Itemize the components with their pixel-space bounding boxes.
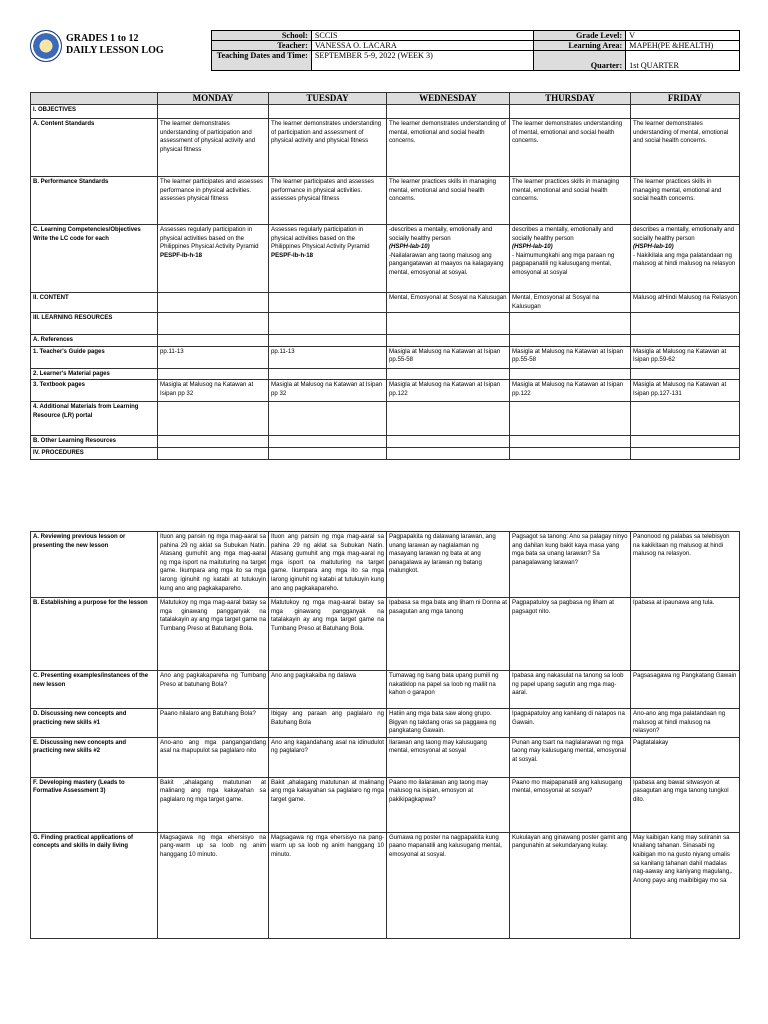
cell-thursday: Ipabasa ang nakasulat na tanong sa loob ng papel upang sagutin ang mga mag-aaral. [510, 671, 631, 709]
row-label: G. Finding practical applications of concepts and skills in daily living [31, 832, 158, 938]
table-row [31, 832, 740, 938]
area-value: MAPEH(PE &HEALTH) [626, 41, 740, 51]
lc-extra: (HSPH-Iab-10) [512, 243, 553, 251]
cell-friday: Malusog atHindi Malusog na Relasyon [631, 293, 740, 313]
row-label: III. LEARNING RESOURCES [31, 313, 158, 335]
row-label: C. Learning Competencies/Objectives Write the LC code for each [31, 225, 158, 293]
cell-tuesday: Ano ang kagandahang asal na idinudulot ng paglalaro? [269, 737, 387, 777]
cell-wednesday [387, 313, 510, 335]
cell-thursday: Kukulayan ang ginawang poster gamit ang pangunahin at sekundaryang kulay. [510, 832, 631, 938]
table-row [31, 402, 740, 436]
cell-monday [158, 313, 269, 335]
cell-tuesday [269, 105, 387, 119]
lc-extra: - Naimumungkahi ang mga paraan ng pagpapanatili ng kalusugang mental, emosyonal at sosyal [512, 251, 615, 276]
cell-tuesday: Assesses regularly participation in physical activities based on the Philippines Physical Activity Pyramid PESPF-Ib-h-18 [269, 225, 387, 293]
cell-tuesday [269, 402, 387, 436]
cell-tuesday: Masigla at Malusog na Katawan at Isipan pp 32 [269, 380, 387, 402]
cell-monday [158, 335, 269, 347]
grade-value: V [626, 31, 740, 41]
quarter-label-top [534, 51, 626, 61]
cell-monday [158, 436, 269, 448]
cell-thursday: Punan ang tsart na naglalarawan ng mga taong may kalusugang mental, emosyonal at sosyal. [510, 737, 631, 777]
cell-friday: The learner demonstrates understanding of mental, emotional and social health concerns. [631, 119, 740, 177]
lc-extra: (HSPH-Iab-10) [389, 243, 430, 251]
cell-tuesday: The learner demonstrates understanding of participation and assessment of physical activity and physical fitness [269, 119, 387, 177]
cell-wednesday: Ipabasa sa mga bata ang liham ni Donna at pasagutan ang mga tanong [387, 598, 510, 671]
row-label: A. Content Standards [31, 119, 158, 177]
cell-wednesday [387, 335, 510, 347]
row-label: E. Discussing new concepts and practicing new skills #2 [31, 737, 158, 777]
row-label: D. Discussing new concepts and practicing new skills #1 [31, 709, 158, 738]
corner-cell [31, 93, 158, 105]
school-label: School: [212, 31, 312, 41]
cell-monday: Bakit ,ahalagang matutunan at malinang ang mga kakayahan sa paglalaro ng mga target game. [158, 777, 269, 832]
day-header: FRIDAY [631, 93, 740, 105]
cell-monday: Matutukoy ng mga mag-aaral batay sa mga ginawang pangganyak na tatalakayin ay ang mga target game na Tumbang Preso at Batuhang Bola. [158, 598, 269, 671]
table-row [31, 598, 740, 671]
cell-tuesday: Matutukoy ng mga mag-aaral batay sa mga ginawang pangganyak na tatalakayin ay ang mga target game na Tumbang Preso at Batuhang Bola. [269, 598, 387, 671]
lc-extra: -Nailalarawan ang taong malusog ang pangangatawan at maayos na kalagayang mental, emosyonal at sosyal. [389, 251, 504, 276]
cell-friday: Pagtatalakay [631, 737, 740, 777]
cell-wednesday [387, 105, 510, 119]
cell-wednesday: Tumawag ng isang bata upang pumili ng nakatiklop na papel sa loob ng maliit na kahon o garapon [387, 671, 510, 709]
title-line2: DAILY LESSON LOG [66, 45, 164, 56]
quarter-label: Quarter: [534, 61, 626, 71]
cell-wednesday: Gumawa ng poster na nagpapakita kung paano mapanatili ang kalusugang mental, emosyonal at sosyal. [387, 832, 510, 938]
cell-thursday: Pagpapatuloy sa pagbasa ng liham at pagsagot nito. [510, 598, 631, 671]
row-label: B. Establishing a purpose for the lesson [31, 598, 158, 671]
cell-friday: May kaibigan kang may suliranin sa knailang tahanan. Sinasabi ng kaibigan mo na gusto niyang umalis sa kanilang tahanan dahil madalas nag-aaway ang kaniyang magulang,. Anong payo ang maibibigay mo sa [631, 832, 740, 938]
cell-thursday [510, 402, 631, 436]
cell-thursday [510, 335, 631, 347]
cell-thursday: describes a mentally, emotionally and socially healthy person (HSPH-Iab-10) - Naimumungkahi ang mga paraan ng pagpapanatili ng kalusugang mental, emosyonal at sosyal [510, 225, 631, 293]
cell-wednesday [387, 402, 510, 436]
table-row [31, 532, 740, 598]
table-row [31, 313, 740, 335]
day-header: WEDNESDAY [387, 93, 510, 105]
cell-tuesday: Bakit ,ahalagang matutunan at malinang ang mga kakayahan sa paglalaro ng mga target game. [269, 777, 387, 832]
table-row [31, 671, 740, 709]
cell-monday: pp.11-13 [158, 346, 269, 368]
row-label: 4. Additional Materials from Learning Resource (LR) portal [31, 402, 158, 436]
cell-friday: Masigla at Malusog na Katawan at Isipan pp.127-131 [631, 380, 740, 402]
cell-thursday: The learner demonstrates understanding of mental, emotional and social health concerns. [510, 119, 631, 177]
table1-body [31, 105, 740, 460]
cell-wednesday [387, 368, 510, 380]
row-label: A. References [31, 335, 158, 347]
row-label: C. Presenting examples/instances of the new lesson [31, 671, 158, 709]
row-label: 1. Teacher's Guide pages [31, 346, 158, 368]
quarter-value: 1st QUARTER [626, 61, 740, 71]
table-row [31, 105, 740, 119]
cell-monday: Assesses regularly participation in physical activities based on the Philippines Physical Activity Pyramid PESPF-Ib-h-18 [158, 225, 269, 293]
table2-body [31, 532, 740, 939]
teacher-value: VANESSA O. LACARA [311, 41, 534, 51]
cell-friday: describes a mentally, emotionally and socially healthy person (HSPH-Iab-10) - Nakikilala ang mga palatandaan ng malusog at hindi malusog na relasyon [631, 225, 740, 293]
teacher-label: Teacher: [212, 41, 312, 51]
cell-thursday: Pagsagot sa tanong: Ano sa palagay ninyo ang dahilan kung bakit kaya masa yang mga bata sa unang larawan? Sa panagalawang larawan? [510, 532, 631, 598]
cell-monday: Ituon ang pansin ng mga mag-aaral sa pahina 29 ng aklat sa Subukan Natin. Atasang gumuhit ang mga mag-aaral ng mga isport na maituturing na target game. Ikumpara ang mga ito sa mga larong iginuhit ng katabi at tutukuyin kung ano ang pagkakapareho. [158, 532, 269, 598]
cell-tuesday [269, 368, 387, 380]
table-row [31, 777, 740, 832]
day-header: MONDAY [158, 93, 269, 105]
lc-extra: PESPF-Ib-h-18 [160, 251, 202, 259]
row-label: II. CONTENT [31, 293, 158, 313]
cell-monday: Magsagawa ng mga ehersisyo na pang-warm up sa loob ng anim hanggang 10 minuto. [158, 832, 269, 938]
cell-tuesday: Ituon ang pansin ng mga mag-aaral sa pahina 29 ng aklat sa Subukan Natin. Atasang gumuhit ang mga mag-aaral ng mga isport na maituturing na target game. Ikumpara ang mga ito sa mga larong iginuhit ng katabi at tutukuyin kung ano ang pagkakapareho. [269, 532, 387, 598]
row-label: I. OBJECTIVES [31, 105, 158, 119]
cell-wednesday: Masigla at Malusog na Katawan at Isipan pp.122 [387, 380, 510, 402]
cell-tuesday: Magsagawa ng mga ehersisyo na pang-warm up sa loob ng anim hanggang 10 minuto. [269, 832, 387, 938]
table-row [31, 346, 740, 368]
cell-wednesday: Paano mo ilalarawan ang taong may malusog na isipan, emosyon at pakikipagkapwa? [387, 777, 510, 832]
title-line1: GRADES 1 to 12 [66, 33, 139, 44]
cell-thursday [510, 436, 631, 448]
cell-thursday [510, 105, 631, 119]
cell-thursday: Masigla at Malusog na Katawan at Isipan pp.55-58 [510, 346, 631, 368]
header-info-table [211, 30, 740, 71]
day-header: THURSDAY [510, 93, 631, 105]
cell-monday [158, 293, 269, 313]
cell-thursday: Ipagpapatuloy ang kanilang di natapos na Gawain. [510, 709, 631, 738]
cell-friday: The learner practices skills in managing mental, emotional and social health concerns. [631, 177, 740, 225]
lc-extra: PESPF-Ib-h-18 [271, 251, 313, 259]
cell-tuesday: Ibigay ang paraan ang paglalaro ng Batuhang Bola [269, 709, 387, 738]
cell-wednesday [387, 447, 510, 459]
cell-thursday: Paano mo maipapanatili ang kalusugang mental, emosyonal at sosyal? [510, 777, 631, 832]
cell-thursday: The learner practices skills in managing mental, emotional and social health concerns. [510, 177, 631, 225]
cell-monday: Ano ang pagkakapareha ng Tumbang Preso at batuhang Bola? [158, 671, 269, 709]
cell-wednesday: The learner practices skills in managing mental, emotional and social health concerns. [387, 177, 510, 225]
cell-friday: Panonood ng palabas sa telebisyon na kakikitaan ng malusog at hindi malusog na relasyon. [631, 532, 740, 598]
cell-wednesday: Masigla at Malusog na Katawan at Isipan pp.55-58 [387, 346, 510, 368]
table-row [31, 335, 740, 347]
cell-tuesday: The learner participates and assesses performance in physical activities. assesses physical fitness [269, 177, 387, 225]
cell-friday: Pagsasagawa ng Pangkatang Gawain [631, 671, 740, 709]
cell-friday [631, 313, 740, 335]
cell-monday [158, 105, 269, 119]
cell-monday: Ano-ano ang mga pangangandang asal na mapupulot sa paglalaro nito [158, 737, 269, 777]
cell-monday [158, 368, 269, 380]
row-label: B. Performance Standards [31, 177, 158, 225]
lesson-table-part1 [30, 92, 740, 460]
table-row [31, 380, 740, 402]
cell-tuesday [269, 447, 387, 459]
day-header: TUESDAY [269, 93, 387, 105]
row-label: 2. Learner's Material pages [31, 368, 158, 380]
cell-wednesday [387, 436, 510, 448]
row-label: 3. Textbook pages [31, 380, 158, 402]
cell-wednesday: The learner demonstrates understanding of mental, emotional and social health concerns. [387, 119, 510, 177]
cell-friday [631, 436, 740, 448]
row-label: F. Developing mastery (Leads to Formative Assessment 3) [31, 777, 158, 832]
cell-tuesday [269, 436, 387, 448]
cell-wednesday: Ilarawan ang taong may kalusugang mental, emosyonal at sosyal [387, 737, 510, 777]
table-row [31, 436, 740, 448]
table-row [31, 737, 740, 777]
cell-thursday [510, 368, 631, 380]
lesson-table-part2 [30, 531, 740, 939]
cell-monday [158, 447, 269, 459]
cell-wednesday: -describes a mentally, emotionally and socially healthy person (HSPH-Iab-10) -Nailalarawan ang taong malusog ang pangangatawan at maayos na kalagayang mental, emosyonal at sosyal. [387, 225, 510, 293]
table-row [31, 293, 740, 313]
table-row [31, 119, 740, 177]
cell-tuesday [269, 335, 387, 347]
cell-thursday: Mental, Emosyonal at Sosyal na Kalusugan [510, 293, 631, 313]
cell-friday [631, 447, 740, 459]
cell-monday [158, 402, 269, 436]
table-row [31, 225, 740, 293]
table-row [31, 447, 740, 459]
lc-extra: (HSPH-Iab-10) [633, 243, 674, 251]
cell-friday [631, 402, 740, 436]
document-title [66, 33, 164, 57]
cell-friday: Ipabasa ang bawat sitwasyon at pasagutan ang mga tanong tungkol dito. [631, 777, 740, 832]
cell-wednesday: Pagpapakita ng dalawang larawan, ang unang larawan ay naglalaman ng masayang larawan ng bata at ang panagalawa ay larawan ng batang malungkot. [387, 532, 510, 598]
quarter-value-top [626, 51, 740, 61]
row-label: B. Other Learning Resources [31, 436, 158, 448]
cell-wednesday: Hatiin ang mga bata saw along grupo. Bigyan ng takdang oras sa paggawa ng pangkatang Gawain. [387, 709, 510, 738]
cell-friday: Masigla at Malusog na Katawan at Isipan pp.59-62 [631, 346, 740, 368]
school-value: SCCIS [311, 31, 534, 41]
cell-friday: Ano-ano ang mga palatandaan ng malusog at hindi malusog na relasyon? [631, 709, 740, 738]
row-label: A. Reviewing previous lesson or presenting the new lesson [31, 532, 158, 598]
cell-monday: Masigla at Malusog na Katawan at Isipan pp 32 [158, 380, 269, 402]
cell-thursday: Masigla at Malusog na Katawan at Isipan pp.122 [510, 380, 631, 402]
table-row [31, 709, 740, 738]
area-label: Learning Area: [534, 41, 626, 51]
cell-friday [631, 335, 740, 347]
cell-monday: Paano nilalaro ang Batuhang Bola? [158, 709, 269, 738]
dates-value: SEPTEMBER 5-9, 2022 (WEEK 3) [311, 51, 534, 71]
deped-seal [30, 30, 62, 62]
table-row [31, 368, 740, 380]
cell-monday: The learner demonstrates understanding of participation and assessment of physical activity and physical fitness [158, 119, 269, 177]
cell-tuesday: Ano ang pagkakaiba ng dalawa [269, 671, 387, 709]
cell-tuesday: pp.11-13 [269, 346, 387, 368]
cell-tuesday [269, 293, 387, 313]
cell-friday [631, 368, 740, 380]
cell-thursday [510, 447, 631, 459]
dates-label: Teaching Dates and Time: [212, 51, 312, 71]
cell-friday [631, 105, 740, 119]
lc-extra: - Nakikilala ang mga palatandaan ng malusog at hindi malusog na relasyon [633, 251, 736, 268]
cell-tuesday [269, 313, 387, 335]
row-label: IV. PROCEDURES [31, 447, 158, 459]
table-row [31, 177, 740, 225]
cell-wednesday: Mental, Emosyonal at Sosyal na Kalusugan [387, 293, 510, 313]
grade-label: Grade Level: [534, 31, 626, 41]
cell-thursday [510, 313, 631, 335]
cell-monday: The learner participates and assesses performance in physical activities. assesses physical fitness [158, 177, 269, 225]
cell-friday: Ipabasa at ipaunawa ang tula. [631, 598, 740, 671]
